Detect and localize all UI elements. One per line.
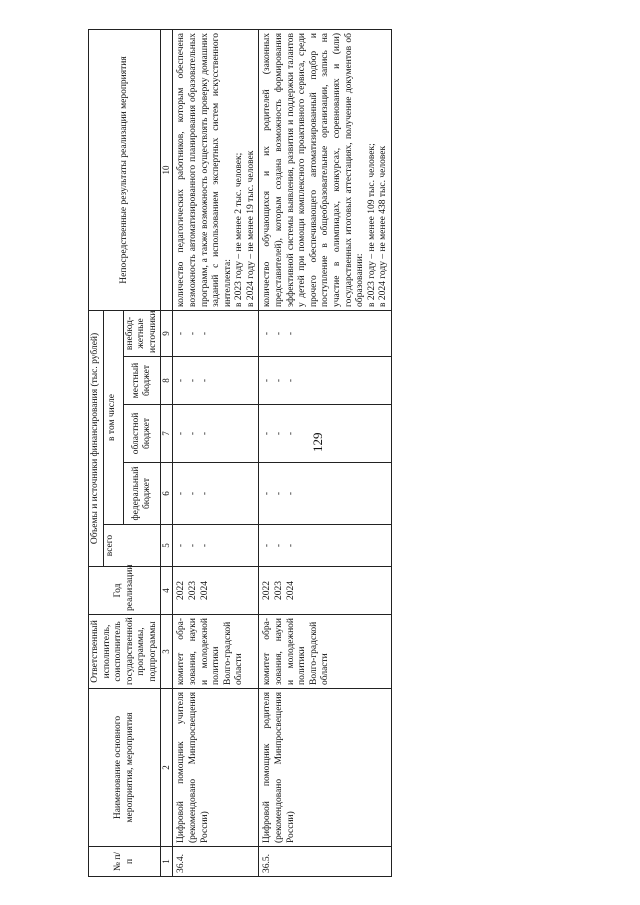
header-num: № п/п: [89, 847, 161, 877]
value-dash: -: [285, 543, 296, 548]
col-number: 6: [161, 463, 173, 525]
year: 2024: [285, 581, 296, 600]
row-federal: [259, 463, 391, 525]
value-dash: -: [188, 431, 199, 436]
row-num: 36.4.: [173, 847, 259, 877]
value-dash: -: [176, 543, 187, 548]
value-dash: -: [262, 491, 273, 496]
header-regional: областной бюджет: [123, 405, 161, 463]
value-dash: -: [285, 431, 296, 436]
header-year: Год реализации: [89, 567, 161, 615]
row-total: [173, 525, 259, 567]
header-total: всего: [103, 525, 161, 567]
col-number: 1: [161, 847, 173, 877]
value-dash: -: [274, 491, 285, 496]
row-federal: [173, 463, 259, 525]
header-including: в том числе: [103, 310, 123, 524]
header-name: Наименование основного мероприятия, мероприятия: [89, 689, 161, 847]
row-local: [259, 357, 391, 405]
results-item: в 2023 году – не менее 2 тыс. человек;: [234, 152, 245, 307]
row-name: Цифровой помощник учителя (рекомендовано Минпросвещения России): [173, 689, 259, 847]
row-num: 36.5.: [259, 847, 391, 877]
page-number: 129: [310, 432, 325, 452]
value-dash: -: [188, 543, 199, 548]
row-name: Цифровой помощник родителя (рекомендовано Минпросвещения России): [259, 689, 391, 847]
value-dash: -: [188, 491, 199, 496]
value-dash: -: [285, 491, 296, 496]
value-dash: -: [285, 378, 296, 383]
row-local: [173, 357, 259, 405]
col-number: 9: [161, 310, 173, 356]
row-total: [259, 525, 391, 567]
value-dash: -: [262, 543, 273, 548]
row-extra: [259, 310, 391, 356]
value-dash: -: [176, 331, 187, 336]
row-responsible: комитет обра-зования, науки и молодежной политики Волго-градской области: [259, 615, 391, 689]
value-dash: -: [274, 378, 285, 383]
value-dash: -: [199, 378, 210, 383]
row-regional: [173, 405, 259, 463]
value-dash: -: [274, 331, 285, 336]
header-funding: Объемы и источники финансирования (тыс. рублей): [89, 310, 104, 566]
header-responsible: Ответственный исполнитель, соисполнитель государственной программы, подпрограммы: [89, 615, 161, 689]
value-dash: -: [262, 331, 273, 336]
value-dash: -: [176, 431, 187, 436]
year: 2022: [262, 581, 273, 600]
col-number: 10: [161, 29, 173, 310]
value-dash: -: [285, 331, 296, 336]
results-item: в 2024 году – не менее 438 тыс. человек: [378, 145, 389, 307]
header-local: местный бюджет: [123, 357, 161, 405]
col-number: 5: [161, 525, 173, 567]
header-extra: внебюд-жетные источники: [123, 310, 161, 356]
row-regional: [259, 405, 391, 463]
year: 2022: [176, 581, 187, 600]
results-item: в 2024 году – не менее 19 тыс. человек: [245, 150, 256, 307]
row-years: [173, 567, 259, 615]
header-results: Непосредственные результаты реализации мероприятия: [89, 29, 161, 310]
col-number: 3: [161, 615, 173, 689]
header-federal: федеральный бюджет: [123, 463, 161, 525]
program-table: [88, 29, 392, 877]
row-years: [259, 567, 391, 615]
year: 2024: [199, 581, 210, 600]
col-number: 7: [161, 405, 173, 463]
value-dash: -: [188, 378, 199, 383]
value-dash: -: [274, 543, 285, 548]
col-number: 4: [161, 567, 173, 615]
value-dash: -: [199, 431, 210, 436]
rotated-table-container: [88, 30, 630, 877]
value-dash: -: [176, 491, 187, 496]
row-results: [173, 29, 259, 310]
value-dash: -: [176, 378, 187, 383]
value-dash: -: [199, 491, 210, 496]
row-extra: [173, 310, 259, 356]
results-item: в 2023 году – не менее 109 тыс. человек;: [366, 143, 377, 307]
value-dash: -: [262, 431, 273, 436]
col-number: 8: [161, 357, 173, 405]
value-dash: -: [199, 543, 210, 548]
row-responsible: комитет обра-зования, науки и молодежной политики Волго-градской области: [173, 615, 259, 689]
year: 2023: [188, 581, 199, 600]
table-row: [259, 29, 391, 876]
col-number: 2: [161, 689, 173, 847]
year: 2023: [274, 581, 285, 600]
value-dash: -: [262, 378, 273, 383]
row-results: [259, 29, 391, 310]
value-dash: -: [274, 431, 285, 436]
value-dash: -: [199, 331, 210, 336]
results-text: количество обучающихся и их родителей (законных представителей), которым создана возможность формирования эффективной системы выявления, развития и поддержки талантов у детей при помощи комплексного проактивного сервиса, среди прочего обеспечивающего автоматизированный подбор и поступление в общеобразовательные организации, запись на участие в олимпиадах, конкурсах, соревнованиях и (или) государственных итоговых аттестациях, получение документов об образовании:: [262, 32, 366, 307]
table-row: [173, 29, 259, 876]
value-dash: -: [188, 331, 199, 336]
results-text: количество педагогических работников, которым обеспечена возможность автоматизированного планирования образовательных программ, а также возможность осуществлять проверку домашних заданий с использованием экспертных систем искусственного интеллекта:: [176, 32, 233, 307]
